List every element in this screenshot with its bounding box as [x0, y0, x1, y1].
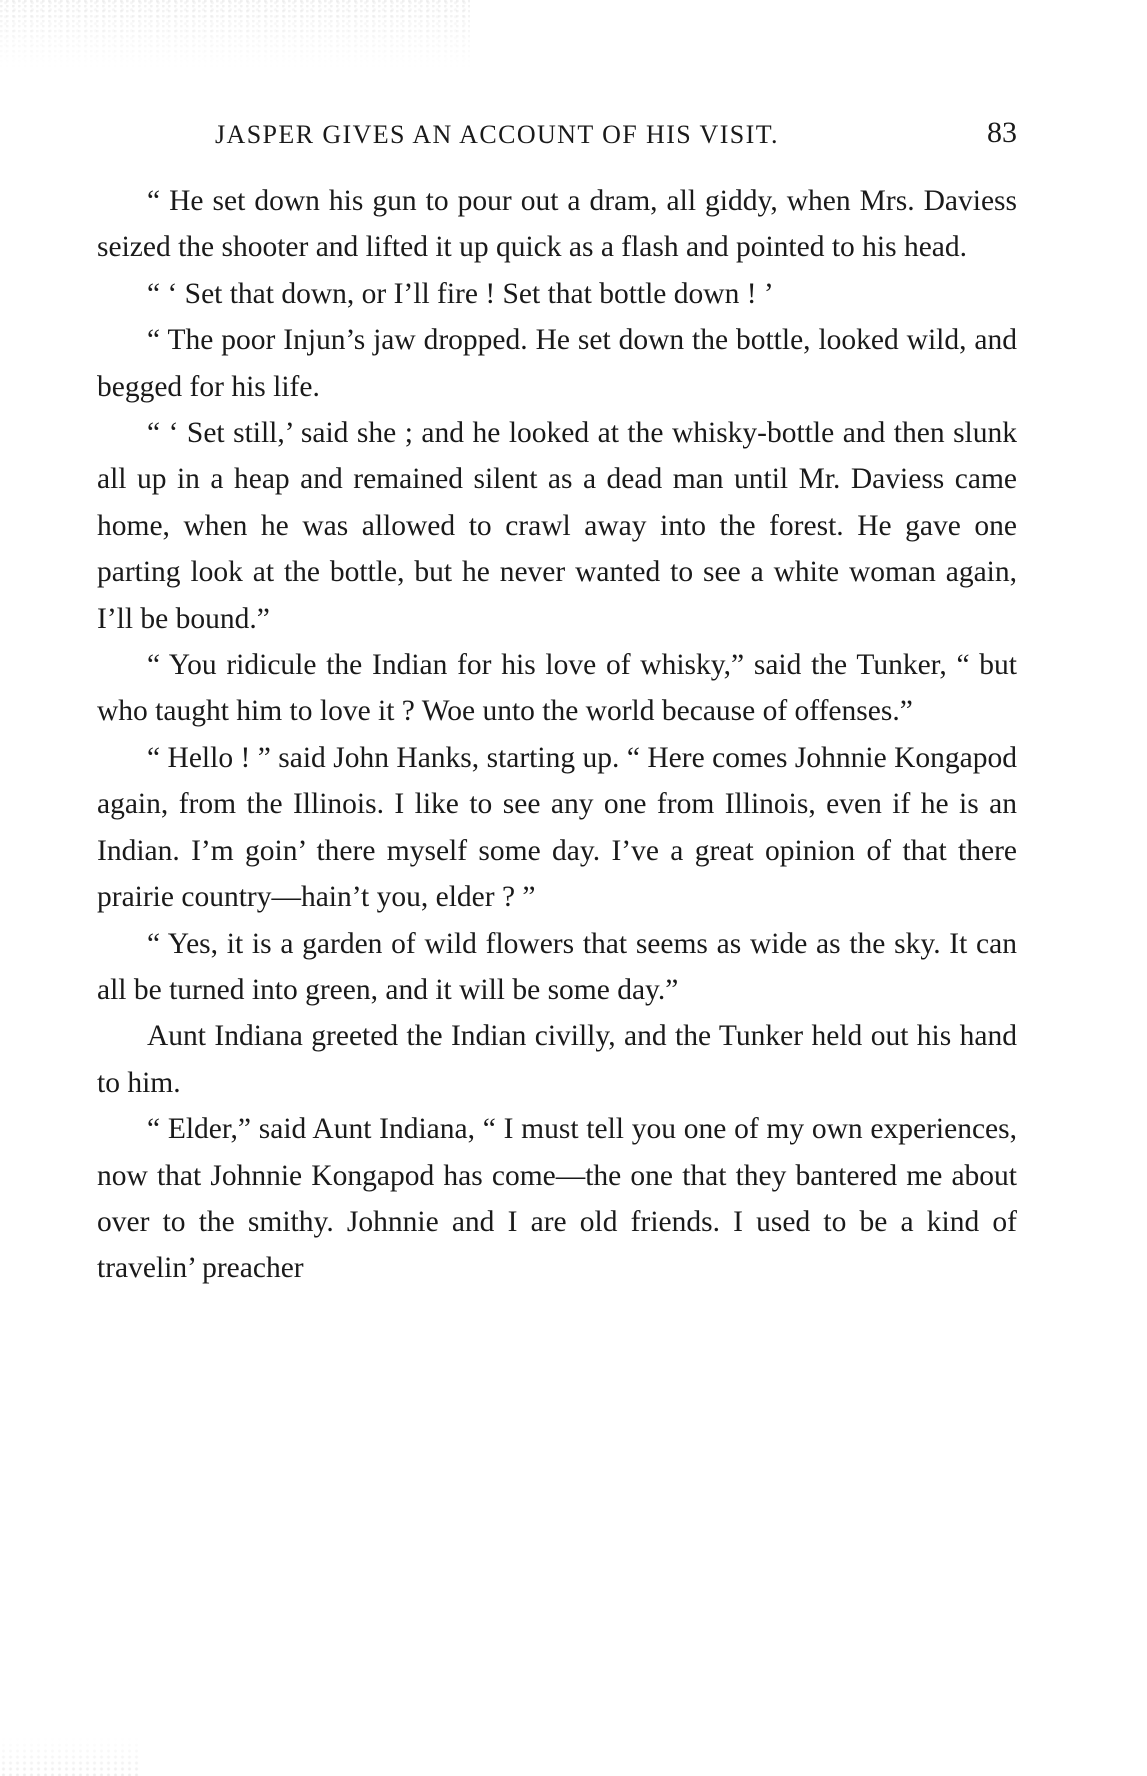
- running-head: [215, 112, 1017, 152]
- page-number: 83: [987, 116, 1017, 149]
- paragraph: Aunt Indiana greeted the Indian civilly, and the Tunker held out his hand to him.: [97, 1020, 1017, 1099]
- scan-noise-top: [0, 0, 470, 70]
- paragraph: “ Elder,” said Aunt Indiana, “ I must tell you one of my own experiences, now that Johnnie Kongapod has come—the one that they bantered me about over to the smithy. Johnnie and I are old friends. I used to be a kind of travelin’ preacher: [97, 1113, 1017, 1285]
- running-title: JASPER GIVES AN ACCOUNT OF HIS VISIT.: [215, 120, 779, 149]
- scan-noise-bottom: [0, 1736, 140, 1776]
- paragraph: “ Yes, it is a garden of wild flowers that seems as wide as the sky. It can all be turned into green, and it will be some day.”: [97, 927, 1017, 1006]
- paragraph: “ The poor Injun’s jaw dropped. He set down the bottle, looked wild, and begged for his life.: [97, 324, 1017, 403]
- paragraph: “ You ridicule the Indian for his love of whisky,” said the Tunker, “ but who taught him to love it ? Woe unto the world because of offenses.”: [97, 649, 1017, 728]
- paragraph: “ ‘ Set that down, or I’ll fire ! Set that bottle down ! ’: [147, 277, 774, 310]
- text-body: [97, 178, 1017, 1292]
- paragraph: “ He set down his gun to pour out a dram, all giddy, when Mrs. Daviess seized the shooter and lifted it up quick as a flash and pointed to his head.: [97, 185, 1017, 264]
- paragraph: “ Hello ! ” said John Hanks, starting up. “ Here comes Johnnie Kongapod again, from the Illinois. I like to see any one from Illinois, even if he is an Indian. I’m goin’ there myself some day. I’ve a great opinion of that there prairie country—hain’t you, elder ? ”: [97, 741, 1017, 914]
- paragraph: “ ‘ Set still,’ said she ; and he looked at the whisky-bottle and then slunk all up in a heap and remained silent as a dead man until Mr. Daviess came home, when he was allowed to crawl away into the forest. He gave one parting look at the bottle, but he never wanted to see a white woman again, I’ll be bound.”: [97, 417, 1017, 635]
